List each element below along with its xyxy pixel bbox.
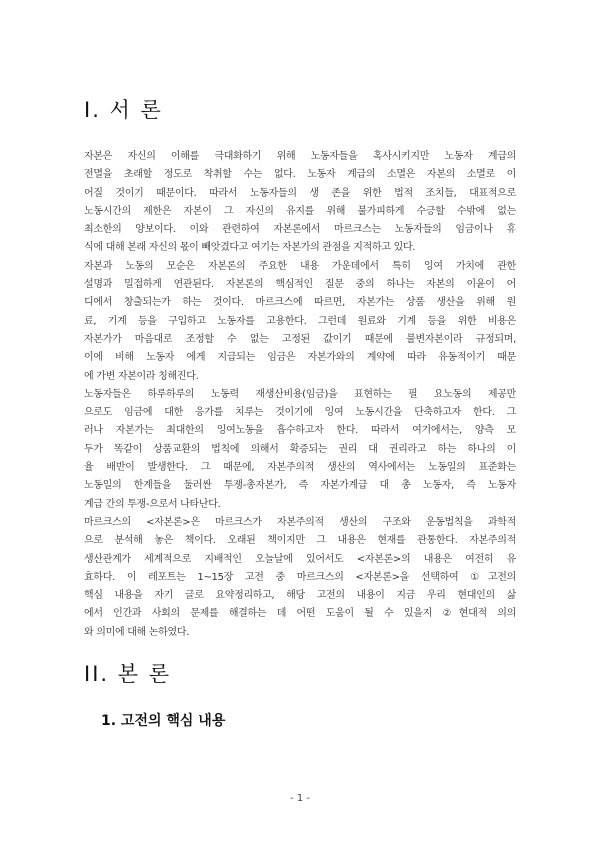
- text-line: 율 배반이 발생한다. 그 때문에, 자본주의적 생산의 역사에서는 노동일의 표준화는: [84, 462, 516, 474]
- text-line: 이에 비해 노동자 에게 지급되는 임금은 자본가와의 계약에 따라 유동적이기 때문: [84, 352, 516, 364]
- text-line: 노동시간의 제한은 자본이 그 자신의 유지를 위해 불가피하게 수긍할 수밖에 없는: [84, 205, 516, 217]
- text-line: 으로도 임금에 대한 응가를 치루는 것이기에 잉여 노동시간을 단축하고자 한다. 그: [84, 407, 516, 419]
- text-line: 계급 간의 투쟁-으로서 나타난다.: [84, 498, 221, 510]
- text-line: 최소한의 양보이다. 이와 관련하여 자본론에서 마르크스는 노동자들의 임금이나 휴: [84, 224, 516, 236]
- paragraph: [84, 148, 516, 258]
- text-line: 에 가변 자본이라 칭해진다.: [84, 370, 199, 382]
- section-heading-introduction: I. 서 론: [84, 98, 163, 122]
- paragraph: [84, 258, 516, 386]
- text-line: 와 의미에 대해 논하였다.: [84, 626, 190, 638]
- text-line: 자본가가 마음대로 조정할 수 없는 고정된 값이기 때문에 불변자본이라 규정되며,: [84, 333, 516, 345]
- paragraph: [84, 514, 516, 642]
- text-line: 전멸을 초래할 정도로 착취할 수는 없다. 노동자 계급의 소멸은 자본의 소멸로 이: [84, 169, 516, 181]
- text-line: 디에서 창출되는가 하는 것이다. 마르크스에 따르면, 자본가는 상품 생산을 위해 원: [84, 297, 516, 309]
- page-number: - 1 -: [290, 793, 310, 804]
- text-line: 핵심 내용을 자기 글로 요약정리하고, 해당 고전의 내용이 지금 우리 현대인의 삶: [84, 590, 516, 602]
- section-heading-main-body: II. 본 론: [84, 662, 171, 686]
- text-line: 마르크스의 <자본론>은 마르크스가 자본주의적 생산의 구조와 운동법칙을 과학적: [84, 516, 516, 528]
- introduction-text: [84, 148, 516, 642]
- text-line: 자본과 노동의 모순은 자본론의 주요한 내용 가운데에서 특히 잉여 가치에 관한: [84, 260, 516, 272]
- text-line: 생산관계가 세계적으로 지배적인 오늘날에 있어서도 <자본론>의 내용은 여전히 유: [84, 553, 516, 565]
- text-line: 노동일의 한계들을 둘러싼 투쟁-총자본가, 즉 자본가계급 대 총 노동자, 즉 노동자: [84, 480, 516, 492]
- text-line: 두가 똑같이 상품교환의 법칙에 의해서 확증되는 권리 대 권리라고 하는 하나의 이: [84, 443, 516, 455]
- text-line: 효하다. 이 레포트는 1~15장 고전 중 마르크스의 <자본론>을 선택하여 ①고전의: [84, 571, 516, 583]
- text-line: 에서 인간과 사회의 문제를 해결하는 데 어떤 도움이 될 수 있을지 ②현대적 의의: [84, 608, 516, 620]
- text-line: 러나 자본가는 최대한의 잉여노동을 흡수하고자 한다. 따라서 여기에서는, 양측 모: [84, 425, 516, 437]
- text-line: 으로 분석해 놓은 책이다. 오래된 책이지만 그 내용은 현재를 관통한다. 자본주의적: [84, 535, 516, 547]
- text-line: 식에 대해 본래 자신의 몫이 빼앗겼다고 여기는 자본가의 관점을 지적하고 있다.: [84, 242, 416, 254]
- text-line: 노동자들은 하루하루의 노동력 재생산비용(임금)을 표현하는 필 요노동의 제공만: [84, 388, 516, 400]
- text-line: 어질 것이기 때문이다. 따라서 노동자들의 생 존을 위한 법적 조치들, 대표적으로: [84, 187, 516, 199]
- text-line: 설명과 밀접하게 연관된다. 자본론의 핵심적인 질문 중의 하나는 자본의 이윤이 어: [84, 279, 516, 291]
- paragraph: [84, 386, 516, 514]
- text-line: 료, 기계 등을 구입하고 노동자를 고용한다. 그런데 원료와 기계 등을 위한 비용은: [84, 315, 516, 327]
- text-line: 자본은 자신의 이해를 극대화하기 위해 노동자들을 혹사시키지만 노동자 계급의: [84, 151, 516, 162]
- subsection-heading: 1. 고전의 핵심 내용: [101, 713, 226, 729]
